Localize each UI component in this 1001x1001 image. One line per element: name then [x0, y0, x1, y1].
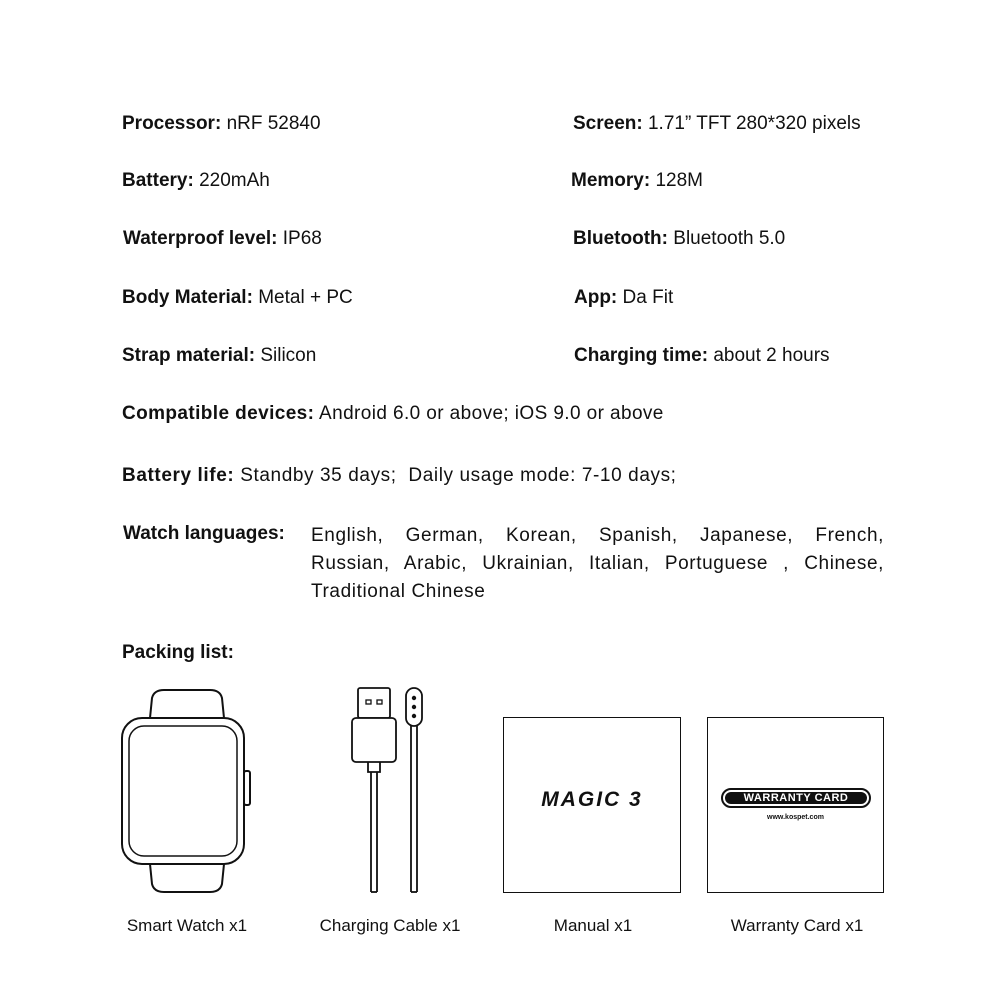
spec-value: 128M	[655, 170, 703, 191]
spec-bluetooth	[573, 227, 785, 251]
manual-title: MAGIC 3	[541, 788, 643, 811]
usb-connector	[358, 688, 390, 718]
spec-memory	[571, 169, 703, 193]
spec-languages-label: Watch languages:	[123, 523, 285, 544]
spec-label: Charging time:	[574, 345, 709, 366]
caption-smart-watch: Smart Watch x1	[126, 916, 248, 935]
spec-label: Memory:	[571, 170, 651, 191]
spec-value: Silicon	[260, 345, 317, 366]
spec-languages-value: English, German, Korean, Spanish, Japanese, French, Russian, Arabic, Ukrainian, Italian, Portuguese , Chinese, Traditional Chinese	[311, 525, 884, 602]
packing-list-title: Packing list:	[122, 642, 234, 663]
spec-value: Metal + PC	[258, 287, 353, 308]
spec-screen	[573, 112, 861, 136]
spec-label: App:	[574, 287, 618, 308]
watch-crown	[244, 771, 250, 805]
spec-value: about 2 hours	[713, 345, 830, 366]
spec-compatible-devices	[122, 402, 664, 426]
spec-value: 1.71” TFT 280*320 pixels	[647, 113, 861, 134]
spec-value: Standby 35 days; Daily usage mode: 7-10 days;	[240, 465, 677, 486]
caption-warranty-card: Warranty Card x1	[730, 916, 864, 935]
spec-label: Bluetooth:	[573, 228, 668, 249]
spec-battery	[122, 169, 270, 193]
spec-charging-time	[574, 344, 830, 368]
spec-value: 220mAh	[199, 170, 270, 191]
usb-plug-body	[352, 718, 396, 762]
warranty-card-illustration	[707, 717, 884, 893]
warranty-badge	[721, 788, 871, 808]
spec-battery-life	[122, 464, 677, 488]
spec-label: Processor:	[122, 113, 222, 134]
spec-label: Strap material:	[122, 345, 256, 366]
spec-value: Bluetooth 5.0	[673, 228, 786, 249]
spec-app	[574, 286, 673, 310]
spec-label: Battery:	[122, 170, 194, 191]
spec-body-material	[122, 286, 353, 310]
manual-illustration	[503, 717, 681, 893]
caption-charging-cable: Charging Cable x1	[319, 916, 461, 935]
spec-processor	[122, 112, 321, 136]
spec-label: Battery life:	[122, 465, 235, 486]
smart-watch-illustration	[118, 688, 258, 896]
spec-value: Da Fit	[622, 287, 674, 308]
spec-waterproof	[123, 227, 322, 251]
warranty-badge-text: WARRANTY CARD	[725, 792, 867, 804]
spec-value: nRF 52840	[226, 113, 321, 134]
warranty-url: www.kospet.com	[767, 814, 824, 821]
spec-label: Compatible devices:	[122, 403, 315, 424]
spec-value: IP68	[282, 228, 322, 249]
charging-cable-illustration	[348, 686, 428, 896]
spec-label: Screen:	[573, 113, 643, 134]
watch-strap-bottom	[150, 864, 224, 892]
spec-label: Body Material:	[122, 287, 253, 308]
spec-strap-material	[122, 344, 316, 368]
watch-strap-top	[150, 690, 224, 718]
caption-manual: Manual x1	[553, 916, 633, 935]
spec-value: Android 6.0 or above; iOS 9.0 or above	[319, 403, 664, 424]
watch-case	[122, 718, 244, 864]
spec-label: Waterproof level:	[123, 228, 278, 249]
